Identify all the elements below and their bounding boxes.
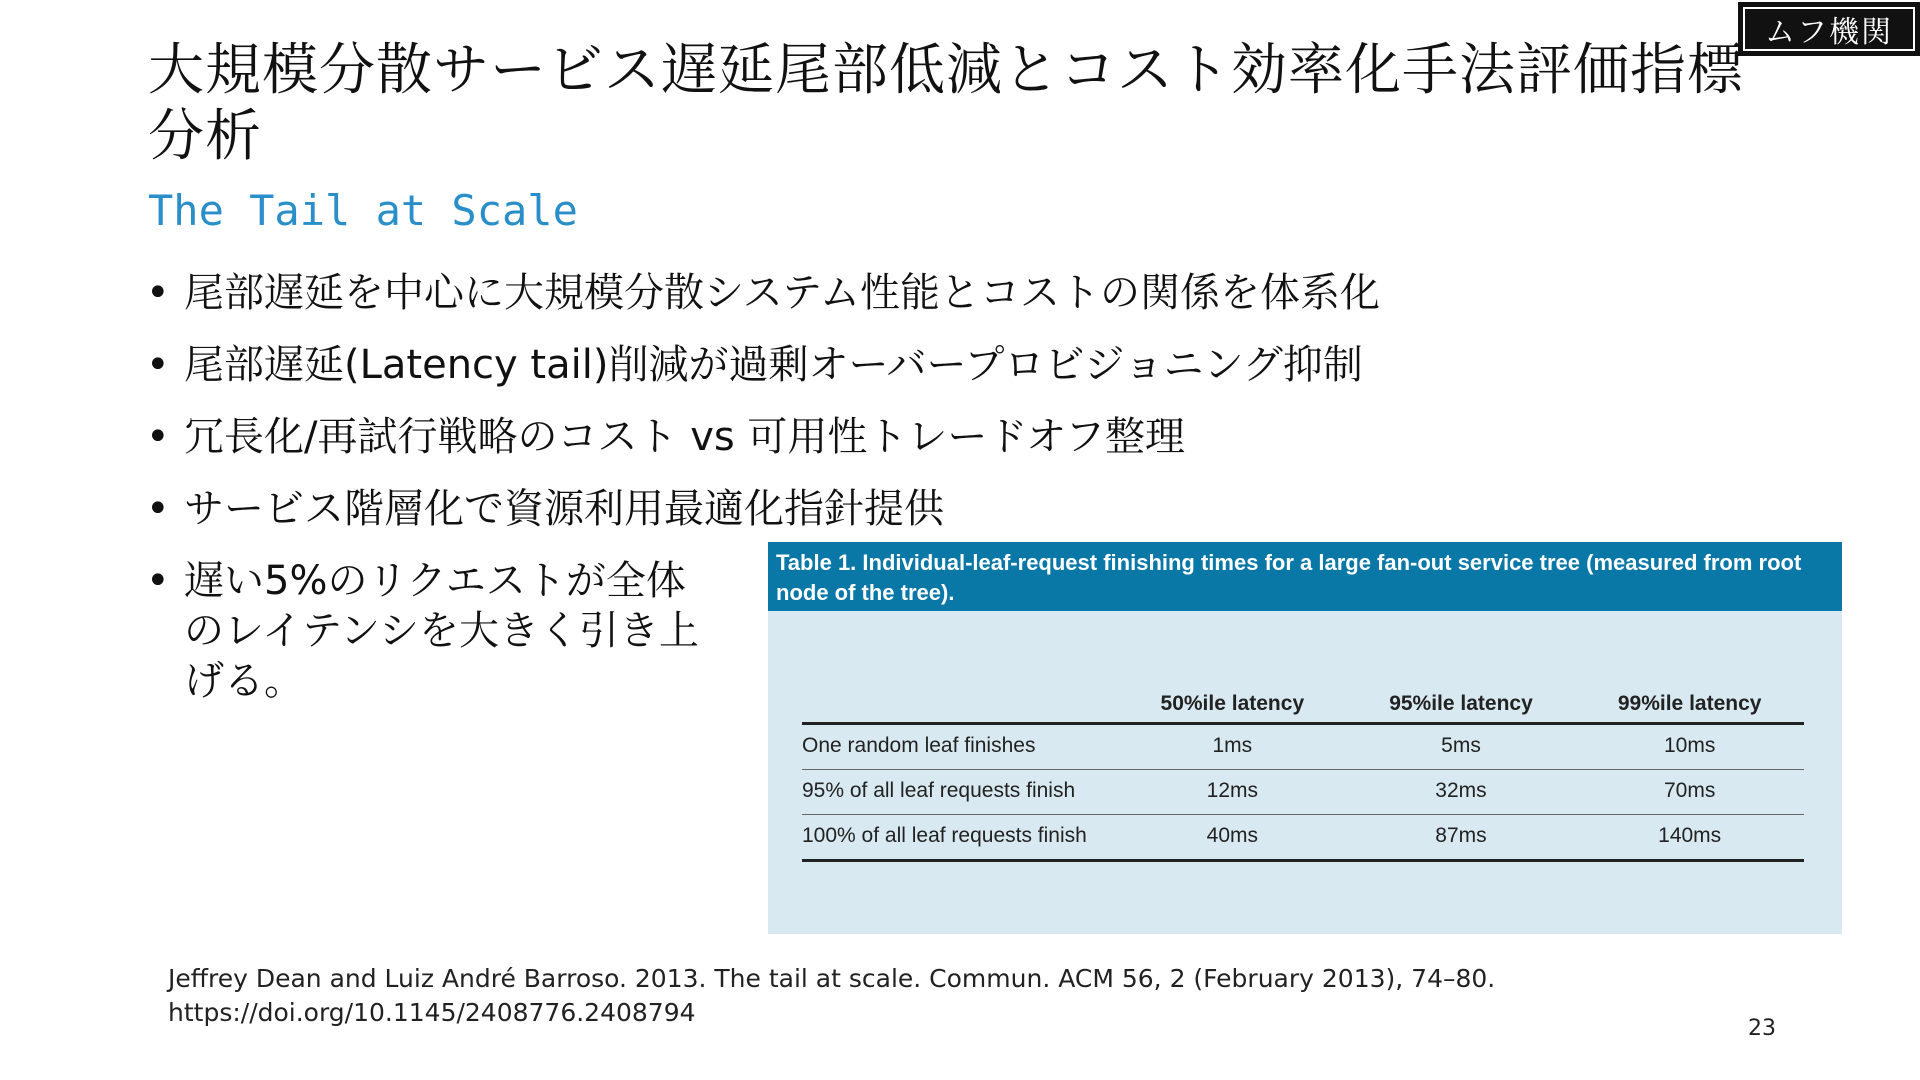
citation [168,962,1495,1030]
cell-p50: 12ms [1118,770,1347,815]
bullet-text: 遅い5%のリクエストが全体のレイテンシを大きく引き上げる。 [184,558,699,704]
bullet-item [142,268,1380,318]
bullet-text: サービス階層化で資源利用最適化指針提供 [184,486,944,532]
row-label: One random leaf finishes [802,724,1118,770]
bullet-dot: • [146,414,170,460]
cell-p50: 1ms [1118,724,1347,770]
cell-p95: 32ms [1347,770,1576,815]
cell-p99: 140ms [1575,815,1804,861]
bullet-text: 尾部遅延(Latency tail)削減が過剰オーバープロビジョニング抑制 [184,342,1363,388]
table-header-row [802,692,1804,724]
table-header-p95: 95%ile latency [1347,692,1576,724]
cell-p95: 87ms [1347,815,1576,861]
cell-p50: 40ms [1118,815,1347,861]
table-row [802,724,1804,770]
bullet-dot: • [146,558,170,604]
page-number: 23 [1748,1016,1776,1041]
bullet-dot: • [146,486,170,532]
bullet-text: 尾部遅延を中心に大規模分散システム性能とコストの関係を体系化 [184,270,1380,316]
table-header-p50: 50%ile latency [1118,692,1347,724]
slide-title: 大規模分散サービス遅延尾部低減とコスト効率化手法評価指標分析 [148,38,1744,169]
latency-table [802,692,1804,862]
table-caption: Table 1. Individual-leaf-request finishing times for a large fan-out service tree (measured from root node of the tree). [768,542,1842,611]
table-row [802,770,1804,815]
citation-reference: Jeffrey Dean and Luiz André Barroso. 2013. The tail at scale. Commun. ACM 56, 2 (February 2013), 74–80. [168,964,1496,993]
logo [1738,2,1920,56]
row-label: 100% of all leaf requests finish [802,815,1118,861]
row-label: 95% of all leaf requests finish [802,770,1118,815]
bullet-dot: • [146,270,170,316]
cell-p99: 70ms [1575,770,1804,815]
table-header-p99: 99%ile latency [1575,692,1804,724]
table-row [802,815,1804,861]
logo-text: ムフ機関 [1743,7,1915,51]
bullet-item [142,412,1380,462]
bullet-dot: • [146,342,170,388]
cell-p95: 5ms [1347,724,1576,770]
bullet-item [142,556,704,706]
table-header-empty [802,692,1118,724]
bullet-item [142,340,1380,390]
bullet-text: 冗長化/再試行戦略のコスト vs 可用性トレードオフ整理 [184,414,1186,460]
cell-p99: 10ms [1575,724,1804,770]
latency-table-figure [768,542,1842,934]
bullet-item [142,484,1380,534]
slide-subtitle: The Tail at Scale [148,186,578,235]
citation-doi: https://doi.org/10.1145/2408776.2408794 [168,998,696,1027]
